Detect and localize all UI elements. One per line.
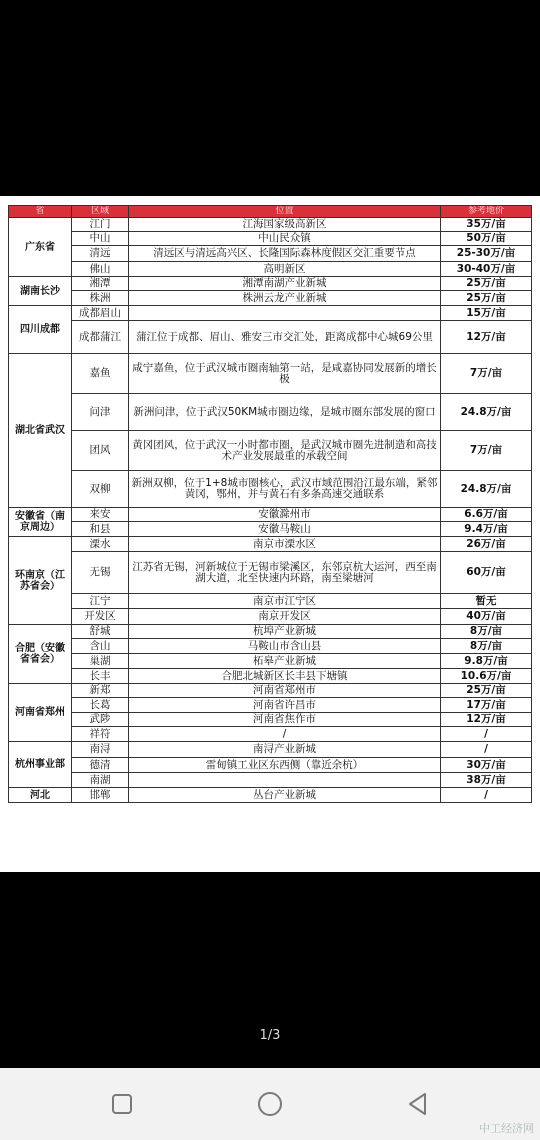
page-counter: 1/3 xyxy=(259,1028,281,1043)
triangle-back-icon xyxy=(404,1090,432,1118)
table-row xyxy=(9,758,532,773)
location-cell: 南京市溧水区 xyxy=(129,537,441,552)
location-cell: 黄冈团风，位于武汉一小时都市圈，是武汉城市圈先进制造和高技术产业发展最重的承载空间 xyxy=(129,431,441,471)
price-cell: 50万/亩 xyxy=(441,232,532,246)
area-cell: 成都蒲江 xyxy=(72,321,129,354)
area-cell: 和县 xyxy=(72,522,129,537)
location-cell: 咸宁嘉鱼，位于武汉城市圈南轴第一站，是咸嘉协同发展新的增长极 xyxy=(129,354,441,394)
price-cell: 25万/亩 xyxy=(441,291,532,306)
area-cell: 双柳 xyxy=(72,471,129,508)
table-row xyxy=(9,537,532,552)
table-row xyxy=(9,471,532,508)
area-cell: 开发区 xyxy=(72,609,129,625)
recents-button[interactable] xyxy=(108,1090,136,1118)
area-cell: 祥符 xyxy=(72,727,129,742)
table-row xyxy=(9,262,532,277)
table-row xyxy=(9,684,532,698)
location-cell: 雷甸镇工业区东西侧（靠近余杭） xyxy=(129,758,441,773)
location-cell: 南浔产业新城 xyxy=(129,742,441,758)
navigation-bar xyxy=(0,1068,540,1140)
table-row xyxy=(9,508,532,522)
header-area: 区域 xyxy=(72,206,129,218)
area-cell: 嘉鱼 xyxy=(72,354,129,394)
location-cell: 安徽滁州市 xyxy=(129,508,441,522)
area-cell: 南浔 xyxy=(72,742,129,758)
price-cell: / xyxy=(441,727,532,742)
table-row xyxy=(9,727,532,742)
location-cell: 湘潭南湖产业新城 xyxy=(129,277,441,291)
price-cell: 7万/亩 xyxy=(441,431,532,471)
price-cell: 12万/亩 xyxy=(441,713,532,727)
province-cell: 环南京（江苏省会） xyxy=(9,537,72,625)
price-cell: 24.8万/亩 xyxy=(441,394,532,431)
area-cell: 中山 xyxy=(72,232,129,246)
province-cell: 湖南长沙 xyxy=(9,277,72,306)
table-row xyxy=(9,788,532,803)
area-cell: 长葛 xyxy=(72,698,129,713)
table-row xyxy=(9,594,532,609)
location-cell: 马鞍山市含山县 xyxy=(129,639,441,654)
price-cell: 60万/亩 xyxy=(441,552,532,594)
home-button[interactable] xyxy=(256,1090,284,1118)
table-row xyxy=(9,522,532,537)
table-row xyxy=(9,218,532,232)
area-cell: 成都眉山 xyxy=(72,306,129,321)
table-row xyxy=(9,246,532,262)
header-price: 参考地价 xyxy=(441,206,532,218)
price-cell: 25万/亩 xyxy=(441,684,532,698)
location-cell: 河南省许昌市 xyxy=(129,698,441,713)
area-cell: 巢湖 xyxy=(72,654,129,669)
location-cell: 安徽马鞍山 xyxy=(129,522,441,537)
area-cell: 溧水 xyxy=(72,537,129,552)
land-price-table xyxy=(8,205,532,803)
area-cell: 长丰 xyxy=(72,669,129,684)
table-row xyxy=(9,321,532,354)
area-cell: 江门 xyxy=(72,218,129,232)
province-cell: 广东省 xyxy=(9,218,72,277)
price-cell: 10.6万/亩 xyxy=(441,669,532,684)
table-row xyxy=(9,742,532,758)
price-cell: 7万/亩 xyxy=(441,354,532,394)
table-row xyxy=(9,773,532,788)
area-cell: 株洲 xyxy=(72,291,129,306)
area-cell: 湘潭 xyxy=(72,277,129,291)
location-cell: 高明新区 xyxy=(129,262,441,277)
price-cell: 9.4万/亩 xyxy=(441,522,532,537)
area-cell: 德清 xyxy=(72,758,129,773)
location-cell: 新洲问津，位于武汉50KM城市圈边缘，是城市圈东部发展的窗口 xyxy=(129,394,441,431)
province-cell: 四川成都 xyxy=(9,306,72,354)
province-cell: 杭州事业部 xyxy=(9,742,72,788)
location-cell: 河南省郑州市 xyxy=(129,684,441,698)
area-cell: 南湖 xyxy=(72,773,129,788)
location-cell: 株洲云龙产业新城 xyxy=(129,291,441,306)
province-cell: 湖北省武汉 xyxy=(9,354,72,508)
price-cell: 25万/亩 xyxy=(441,277,532,291)
table-row xyxy=(9,431,532,471)
watermark: 中工经济网 xyxy=(479,1122,534,1135)
area-cell: 邯郸 xyxy=(72,788,129,803)
table-row xyxy=(9,639,532,654)
province-cell: 合肥（安徽省省会） xyxy=(9,625,72,684)
province-cell: 河北 xyxy=(9,788,72,803)
location-cell: 合肥北城新区长丰县下塘镇 xyxy=(129,669,441,684)
province-cell: 安徽省（南京周边） xyxy=(9,508,72,537)
location-cell: 江海国家级高新区 xyxy=(129,218,441,232)
price-cell: / xyxy=(441,742,532,758)
price-cell: 17万/亩 xyxy=(441,698,532,713)
back-button[interactable] xyxy=(404,1090,432,1118)
table-row xyxy=(9,277,532,291)
price-cell: 38万/亩 xyxy=(441,773,532,788)
table-row xyxy=(9,306,532,321)
square-icon xyxy=(108,1090,136,1118)
location-cell: 中山民众镇 xyxy=(129,232,441,246)
location-cell: 南京开发区 xyxy=(129,609,441,625)
price-cell: 35万/亩 xyxy=(441,218,532,232)
price-cell: 15万/亩 xyxy=(441,306,532,321)
table-header-row xyxy=(9,206,532,218)
location-cell: 柘皋产业新城 xyxy=(129,654,441,669)
price-cell: 8万/亩 xyxy=(441,625,532,639)
area-cell: 团风 xyxy=(72,431,129,471)
area-cell: 武陟 xyxy=(72,713,129,727)
table-row xyxy=(9,291,532,306)
location-cell: 清远区与清远高兴区、长隆国际森林度假区交汇重要节点 xyxy=(129,246,441,262)
photo[interactable] xyxy=(0,196,540,872)
table-row xyxy=(9,609,532,625)
location-cell: 新洲双柳，位于1+8城市圈核心，武汉市域范围沿江最东端，紧邻黄冈，鄂州，并与黄石有多条高速交通联系 xyxy=(129,471,441,508)
location-cell: 杭埠产业新城 xyxy=(129,625,441,639)
area-cell: 问津 xyxy=(72,394,129,431)
price-cell: / xyxy=(441,788,532,803)
price-cell: 12万/亩 xyxy=(441,321,532,354)
province-cell: 河南省郑州 xyxy=(9,684,72,742)
location-cell: 蒲江位于成都、眉山、雅安三市交汇处，距离成都中心城69公里 xyxy=(129,321,441,354)
price-cell: 24.8万/亩 xyxy=(441,471,532,508)
header-location: 位置 xyxy=(129,206,441,218)
area-cell: 无锡 xyxy=(72,552,129,594)
table-row xyxy=(9,713,532,727)
table-row xyxy=(9,654,532,669)
price-cell: 8万/亩 xyxy=(441,639,532,654)
table-row xyxy=(9,354,532,394)
area-cell: 佛山 xyxy=(72,262,129,277)
header-province: 省 xyxy=(9,206,72,218)
area-cell: 清远 xyxy=(72,246,129,262)
area-cell: 新郑 xyxy=(72,684,129,698)
price-cell: 暂无 xyxy=(441,594,532,609)
price-cell: 25-30万/亩 xyxy=(441,246,532,262)
price-cell: 30-40万/亩 xyxy=(441,262,532,277)
area-cell: 含山 xyxy=(72,639,129,654)
location-cell: 江苏省无锡，河新城位于无锡市梁溪区，东邻京杭大运河，西至南湖大道，北至快速内环路，南至梁塘河 xyxy=(129,552,441,594)
location-cell xyxy=(129,306,441,321)
circle-icon xyxy=(256,1090,284,1118)
price-cell: 6.6万/亩 xyxy=(441,508,532,522)
price-cell: 40万/亩 xyxy=(441,609,532,625)
area-cell: 舒城 xyxy=(72,625,129,639)
location-cell: 丛台产业新城 xyxy=(129,788,441,803)
price-cell: 9.8万/亩 xyxy=(441,654,532,669)
table-body xyxy=(9,218,532,803)
table-row xyxy=(9,232,532,246)
table-row xyxy=(9,698,532,713)
price-cell: 30万/亩 xyxy=(441,758,532,773)
location-cell xyxy=(129,773,441,788)
location-cell: 河南省焦作市 xyxy=(129,713,441,727)
table-row xyxy=(9,394,532,431)
location-cell: 南京市江宁区 xyxy=(129,594,441,609)
table-row xyxy=(9,625,532,639)
price-cell: 26万/亩 xyxy=(441,537,532,552)
table-row xyxy=(9,552,532,594)
area-cell: 江宁 xyxy=(72,594,129,609)
table-row xyxy=(9,669,532,684)
area-cell: 来安 xyxy=(72,508,129,522)
location-cell: / xyxy=(129,727,441,742)
